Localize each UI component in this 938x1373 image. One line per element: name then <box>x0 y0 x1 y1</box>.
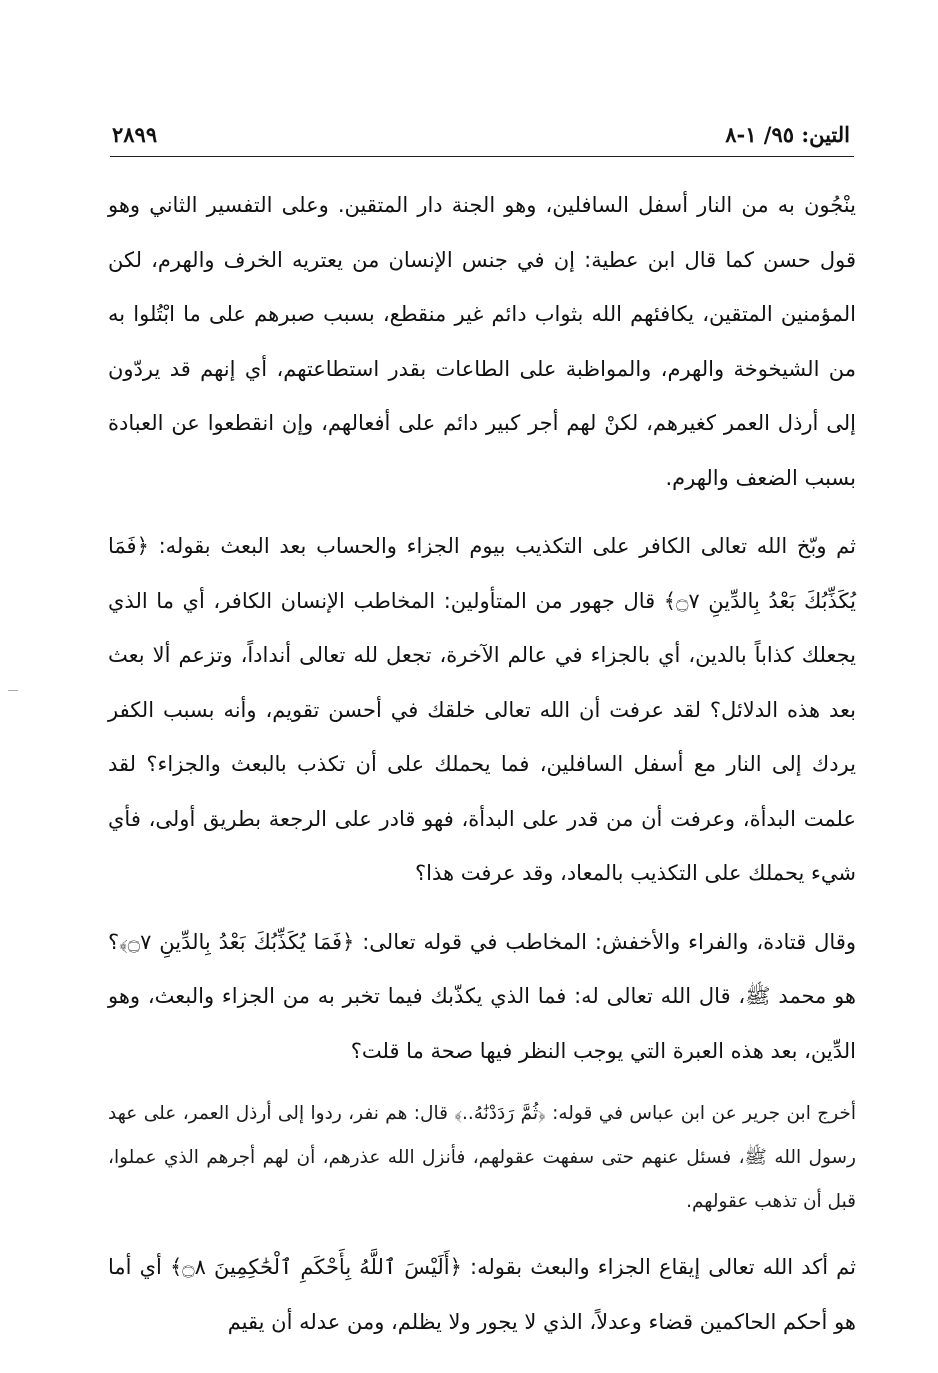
page-number: ٢٨٩٩ <box>112 122 158 147</box>
paragraph-emphasis: ثم أكد الله تعالى إيقاع الجزاء والبعث بقوله: ﴿أَلَيْسَ ٱللَّهُ بِأَحْكَمِ ٱلْحَٰكِمِينَ ۝٨﴾ أي أما هو أحكم الحاكمين قضاء وعدلاً، الذي لا يجور ولا يظلم، ومن عدله أن يقيم <box>108 1255 856 1334</box>
page-body <box>108 178 856 1363</box>
paragraph-rebuke: ثم وبّخ الله تعالى الكافر على التكذيب بيوم الجزاء والحساب بعد البعث بقوله: ﴿فَمَا يُكَذِّبُكَ بَعْدُ بِالدِّينِ ۝٧﴾ قال جهور من المتأولين: المخاطب الإنسان الكافر، أي ما الذي يجعلك كذاباً بالدين، أي بالجزاء في عالم الآخرة، تجعل لله تعالى أنداداً، وتزعم ألا بعث بعد هذه الدلائل؟ لقد عرفت أن الله تعالى خلقك في أحسن تقويم، وأنه بسبب الكفر يردك إلى النار مع أسفل السافلين، فما يحملك على أن تكذب بالبعث والجزاء؟ لقد علمت البدأة، وعرفت أن من قدر على البدأة، فهو قادر على الرجعة بطريق أولى، فأي شيء يحملك على التكذيب بالمعاد، وقد عرفت هذا؟ <box>108 534 856 885</box>
paragraph-commentary: ينْجُون به من النار أسفل السافلين، وهو الجنة دار المتقين. وعلى التفسير الثاني وهو قول حسن كما قال ابن عطية: إن في جنس الإنسان من يعتريه الخرف والهرم، لكن المؤمنين المتقين، يكافئهم الله بثواب دائم غير منقطع، بسبب صبرهم على ما ابْتُلوا به من الشيخوخة والهرم، والمواظبة على الطاعات بقدر استطاعتهم، أي إنهم قد يردّون إلى أرذل العمر كغيرهم، لكنْ لهم أجر كبير دائم على أفعالهم، وإن انقطعوا عن العبادة بسبب الضعف والهرم. <box>108 193 856 490</box>
paragraph-narration: أخرج ابن جرير عن ابن عباس في قوله: ﴿ثُمَّ رَدَدْنَٰهُ..﴾ قال: هم نفر، ردوا إلى أرذل العمر، على عهد رسول الله ﷺ، فسئل عنهم حتى سفهت عقولهم، فأنزل الله عذرهم، أن لهم أجرهم الذي عملوا، قبل أن تذهب عقولهم. <box>108 1103 856 1212</box>
header-divider <box>110 156 854 157</box>
page-header <box>112 112 850 156</box>
surah-reference: التين: ٩٥/ ١-٨ <box>725 122 850 147</box>
margin-mark <box>8 690 18 691</box>
paragraph-qatada: وقال قتادة، والفراء والأخفش: المخاطب في قوله تعالى: ﴿فَمَا يُكَذِّبُكَ بَعْدُ بِالدِّينِ ۝٧﴾؟ هو محمد ﷺ، قال الله تعالى له: فما الذي يكذّبك فيما تخبر به من الجزاء والبعث، وهو الدِّين، بعد هذه العبرة التي يوجب النظر فيها صحة ما قلت؟ <box>108 929 856 1063</box>
